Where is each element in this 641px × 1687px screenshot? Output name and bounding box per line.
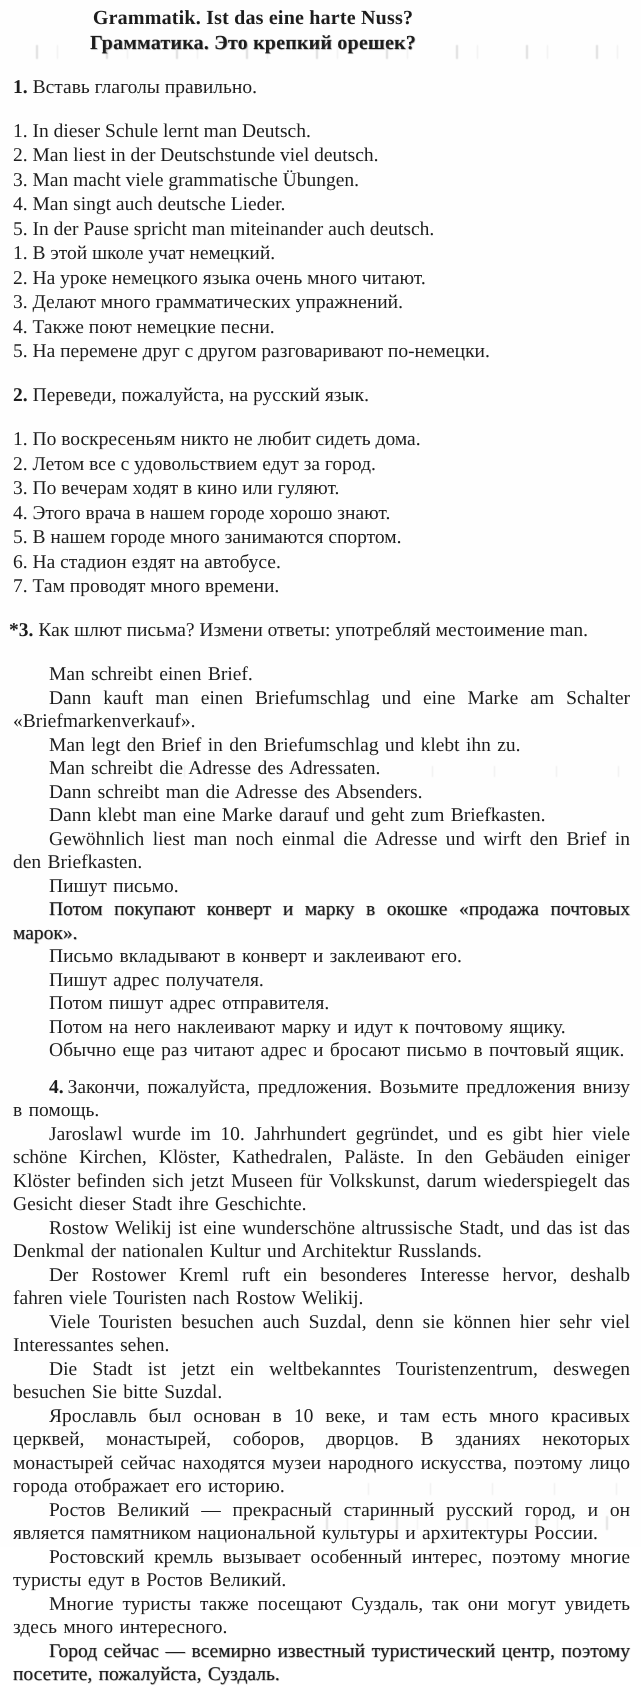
russian-text-paragraph: Ростов Великий — прекрасный старинный русский город, и он является памятником национальной культуры и архитектуры России. (13, 1499, 630, 1544)
exercise-4-task-text: Закончи, пожалуйста, предложения. Возьмите предложения внизу в помощь. (13, 1076, 630, 1121)
exercise-1-number: 1. (13, 76, 28, 98)
german-sentence: 3. Man macht viele grammatische Übungen. (13, 169, 360, 191)
german-text-paragraph: Jaroslawl wurde im 10. Jahrhundert gegründet, und es gibt hier viele schöne Kirchen, Klöster, Kathedralen, Paläste. In den Gebäuden einiger Klöster befinden sich jetzt Museen für Volkskunst, darum wiederspiegelt das Gesicht dieser Stadt ihre Geschichte. (13, 1123, 630, 1215)
german-answer-paragraph: Man legt den Brief in den Briefumschlag und klebt ihn zu. (49, 734, 521, 756)
document-title-german: Grammatik. Ist das eine harte Nuss? (92, 7, 414, 29)
russian-translation: 4. Также поют немецкие песни. (13, 316, 275, 338)
german-answer-paragraph: Dann klebt man eine Marke darauf und geht zum Briefkasten. (49, 805, 546, 826)
exercise-3-number: *3. (9, 620, 34, 641)
translation-item: 1. По воскресеньям никто не любит сидеть дома. (13, 429, 421, 450)
german-sentence: 4. Man singt auch deutsche Lieder. (13, 194, 286, 215)
german-text-paragraph: Die Stadt ist jetzt ein weltbekanntes Touristenzentrum, deswegen besuchen Sie bitte Suzdal. (13, 1358, 630, 1403)
translation-item: 6. На стадион ездят на автобусе. (13, 551, 281, 573)
russian-text-paragraph: Ростовский кремль вызывает особенный интерес, поэтому многие туристы едут в Ростов Великий. (13, 1546, 630, 1591)
german-answer-paragraph: Dann kauft man einen Briefumschlag und eine Marke am Schalter «Briefmarkenverkauf». (13, 687, 630, 732)
german-sentence: 1. In dieser Schule lernt man Deutsch. (13, 120, 311, 142)
german-text-paragraph: Der Rostower Kreml ruft ein besonderes Interesse hervor, deshalb fahren viele Touristen nach Rostow Welikij. (13, 1264, 630, 1309)
translation-item: 5. В нашем городе много занимаются спортом. (13, 527, 402, 548)
exercise-3 (9, 619, 630, 1063)
german-text-paragraph: Viele Touristen besuchen auch Suzdal, denn sie können hier sehr viel Interessantes sehen. (13, 1311, 630, 1356)
russian-translation: 2. На уроке немецкого языка очень много читают. (13, 267, 426, 289)
russian-answer-paragraph: Письмо вкладывают в конверт и заклеивают его. (49, 946, 462, 967)
exercise-2 (13, 384, 630, 600)
german-answer-paragraph: Gewöhnlich liest man noch einmal die Adresse und wirft den Brief in den Briefkasten. (13, 828, 630, 873)
exercise-2-number: 2. (13, 385, 28, 406)
exercise-4 (13, 1076, 630, 1687)
translation-item: 7. Там проводят много времени. (13, 576, 280, 597)
exercise-1-task (13, 76, 630, 101)
russian-answer-paragraph: Потом пишут адрес отправителя. (49, 993, 330, 1014)
exercise-3-task-text: Как шлют письма? Измени ответы: употребляй местоимение man. (38, 620, 589, 641)
russian-translation: 3. Делают много грамматических упражнений. (13, 292, 403, 313)
russian-translation: 1. В этой школе учат немецкий. (13, 243, 276, 264)
russian-answer-paragraph: Обычно еще раз читают адрес и бросают письмо в почтовый ящик. (49, 1040, 625, 1061)
german-answer-paragraph: Dann schreibt man die Adresse des Absenders. (49, 781, 423, 803)
russian-text-paragraph: Город сейчас — всемирно известный туристический центр, поэтому посетите, пожалуйста, Суздаль. (13, 1640, 630, 1685)
russian-translation: 5. На перемене друг с другом разговаривают по-немецки. (13, 341, 490, 362)
russian-text-paragraph: Многие туристы также посещают Суздаль, так они могут увидеть здесь много интересного. (13, 1593, 630, 1638)
translation-item: 4. Этого врача в нашем городе хорошо знают. (13, 502, 391, 524)
translation-item: 3. По вечерам ходят в кино или гуляют. (13, 478, 340, 499)
exercise-1-task-text: Вставь глаголы правильно. (32, 76, 257, 98)
exercise-2-task (13, 384, 630, 409)
german-answer-paragraph: Man schreibt einen Brief. (49, 664, 253, 685)
exercise-4-number: 4. (49, 1076, 64, 1098)
exercise-1 (13, 76, 630, 365)
german-sentence: 2. Man liest in der Deutschstunde viel deutsch. (13, 145, 379, 166)
russian-answer-paragraph: Потом на него наклеивают марку и идут к почтовому ящику. (49, 1016, 566, 1038)
russian-text-paragraph: Ярославль был основан в 10 веке, и там есть много красивых церквей, монастырей, соборов, дворцов. В зданиях некоторых монастырей сейчас находятся музеи народного искусства, поэтому лицо города отображает его историю. (13, 1405, 630, 1497)
german-answer-paragraph: Man schreibt die Adresse des Adressaten. (49, 758, 381, 779)
german-sentence: 5. In der Pause spricht man miteinander auch deutsch. (13, 218, 435, 240)
exercise-4-task (13, 1076, 630, 1123)
russian-answer-paragraph: Пишут адрес получателя. (49, 969, 264, 991)
exercise-3-task (9, 619, 630, 644)
translation-item: 2. Летом все с удовольствием едут за город. (13, 453, 376, 475)
russian-answer-paragraph: Пишут письмо. (49, 875, 179, 897)
german-text-paragraph: Rostow Welikij ist eine wunderschöne altrussische Stadt, und das ist das Denkmal der nationalen Kultur und Architektur Russlands. (13, 1217, 630, 1262)
russian-answer-paragraph: Потом покупают конверт и марку в окошке «продажа почтовых марок». (13, 899, 630, 944)
exercise-2-task-text: Переведи, пожалуйста, на русский язык. (32, 385, 369, 406)
document-title-russian: Грамматика. Это крепкий орешек? (90, 32, 416, 54)
